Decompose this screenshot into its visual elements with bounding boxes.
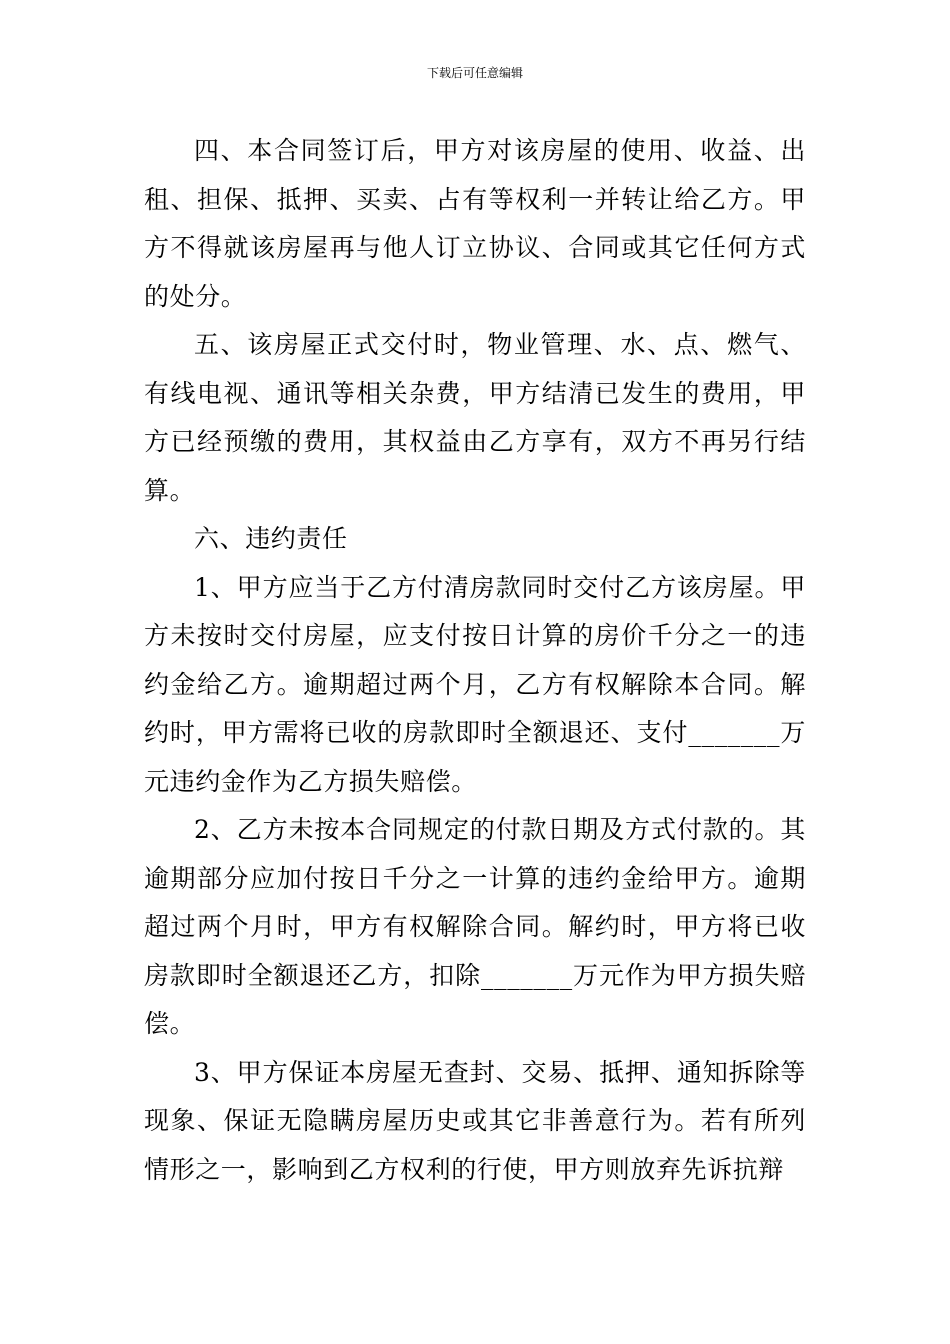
page-header: 下载后可任意编辑 <box>426 66 523 80</box>
clause-five: 五、该房屋正式交付时，物业管理、水、点、燃气、有线电视、通讯等相关杂费，甲方结清已发生的费用，甲方已经预缴的费用，其权益由乙方享有，双方不再另行结算。 <box>144 330 806 505</box>
clause-six-heading: 六、违约责任 <box>194 524 348 553</box>
clause-six-item-3: 3、甲方保证本房屋无查封、交易、抵押、通知拆除等现象、保证无隐瞒房屋历史或其它非善意行为。若有所列情形之一，影响到乙方权利的行使，甲方则放弃先诉抗辩 <box>144 1057 806 1184</box>
clause-six-item-2: 2、乙方未按本合同规定的付款日期及方式付款的。其逾期部分应加付按日千分之一计算的违约金给甲方。逾期超过两个月时，甲方有权解除合同。解约时，甲方将已收房款即时全额退还乙方，扣除_______万元作为甲方损失赔偿。 <box>144 815 806 1038</box>
document-body <box>144 127 806 1194</box>
clause-four: 四、本合同签订后，甲方对该房屋的使用、收益、出租、担保、抵押、买卖、占有等权利一并转让给乙方。甲方不得就该房屋再与他人订立协议、合同或其它任何方式的处分。 <box>144 136 806 311</box>
clause-six-item-1: 1、甲方应当于乙方付清房款同时交付乙方该房屋。甲方未按时交付房屋，应支付按日计算的房价千分之一的违约金给乙方。逾期超过两个月，乙方有权解除本合同。解约时，甲方需将已收的房款即时全额退还、支付_______万元违约金作为乙方损失赔偿。 <box>144 572 806 796</box>
